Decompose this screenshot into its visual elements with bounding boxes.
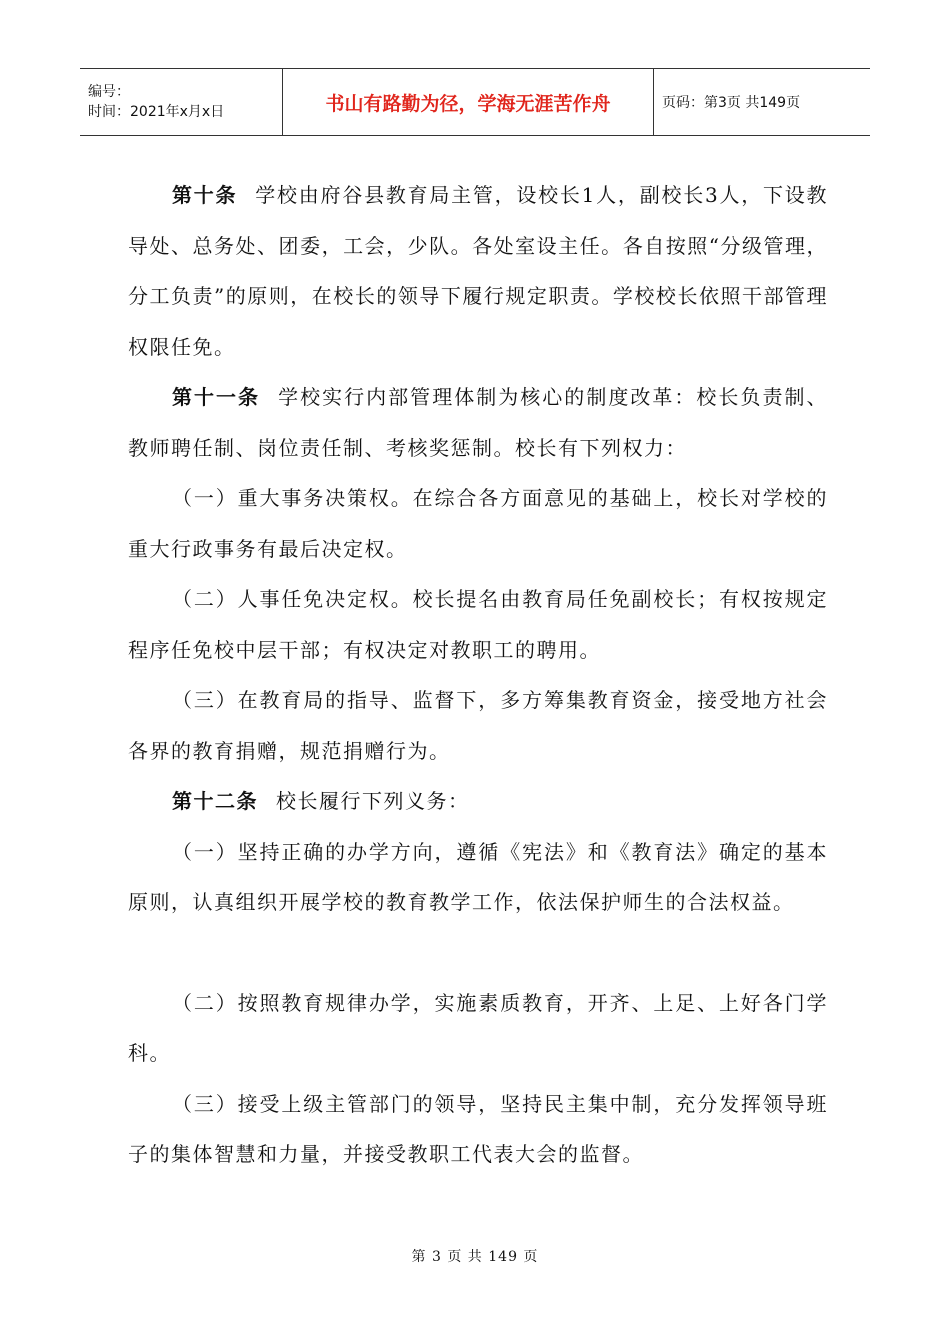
article-heading: 第十二条 — [172, 789, 258, 813]
duty-item-1: （一）坚持正确的办学方向，遵循《宪法》和《教育法》确定的基本原则，认真组织开展学校的教育教学工作，依法保护师生的合法权益。 — [128, 839, 828, 914]
header-page-code: 页码：第3页 共149页 — [662, 95, 801, 111]
document-number-label: 编号： — [88, 84, 130, 100]
power-item-1: （一）重大事务决策权。在综合各方面意见的基础上，校长对学校的重大行政事务有最后决定权。 — [128, 486, 828, 561]
article-12-paragraph — [128, 776, 828, 827]
header-page-cell — [654, 69, 871, 136]
duty-item-2: （二）按照教育规律办学，实施素质教育，开齐、上足、上好各门学科。 — [128, 990, 828, 1065]
page-footer: 第 3 页 共 149 页 — [411, 1249, 539, 1265]
header-motto: 书山有路勤为径，学海无涯苦作舟 — [325, 92, 611, 115]
article-heading: 第十条 — [172, 183, 238, 207]
paragraph-text: 校长履行下列义务： — [276, 789, 470, 813]
paragraph-text: 学校由府谷县教育局主管，设校长1人，副校长3人，下设教导处、总务处、团委，工会，少队。各处室设主任。各自按照“分级管理，分工负责”的原则，在校长的领导下履行规定职责。学校校长依照干部管理权限任免。 — [128, 183, 828, 359]
header-meta-cell — [80, 69, 283, 136]
paragraph-text: 学校实行内部管理体制为核心的制度改革：校长负责制、教师聘任制、岗位责任制、考核奖惩制。校长有下列权力： — [128, 385, 829, 460]
power-item-3: （三）在教育局的指导、监督下，多方筹集教育资金，接受地方社会各界的教育捐赠，规范捐赠行为。 — [128, 688, 828, 763]
article-10-paragraph — [128, 170, 828, 372]
page-header — [80, 68, 870, 136]
header-motto-cell — [283, 69, 654, 136]
duty-item-3: （三）接受上级主管部门的领导，坚持民主集中制，充分发挥领导班子的集体智慧和力量，并接受教职工代表大会的监督。 — [128, 1091, 828, 1166]
document-body — [128, 170, 828, 1180]
article-heading: 第十一条 — [172, 385, 261, 409]
document-date-label: 时间：2021年x月x日 — [88, 104, 225, 120]
power-item-2: （二）人事任免决定权。校长提名由教育局任免副校长；有权按规定程序任免校中层干部；有权决定对教职工的聘用。 — [128, 587, 828, 662]
article-11-paragraph — [128, 372, 828, 473]
